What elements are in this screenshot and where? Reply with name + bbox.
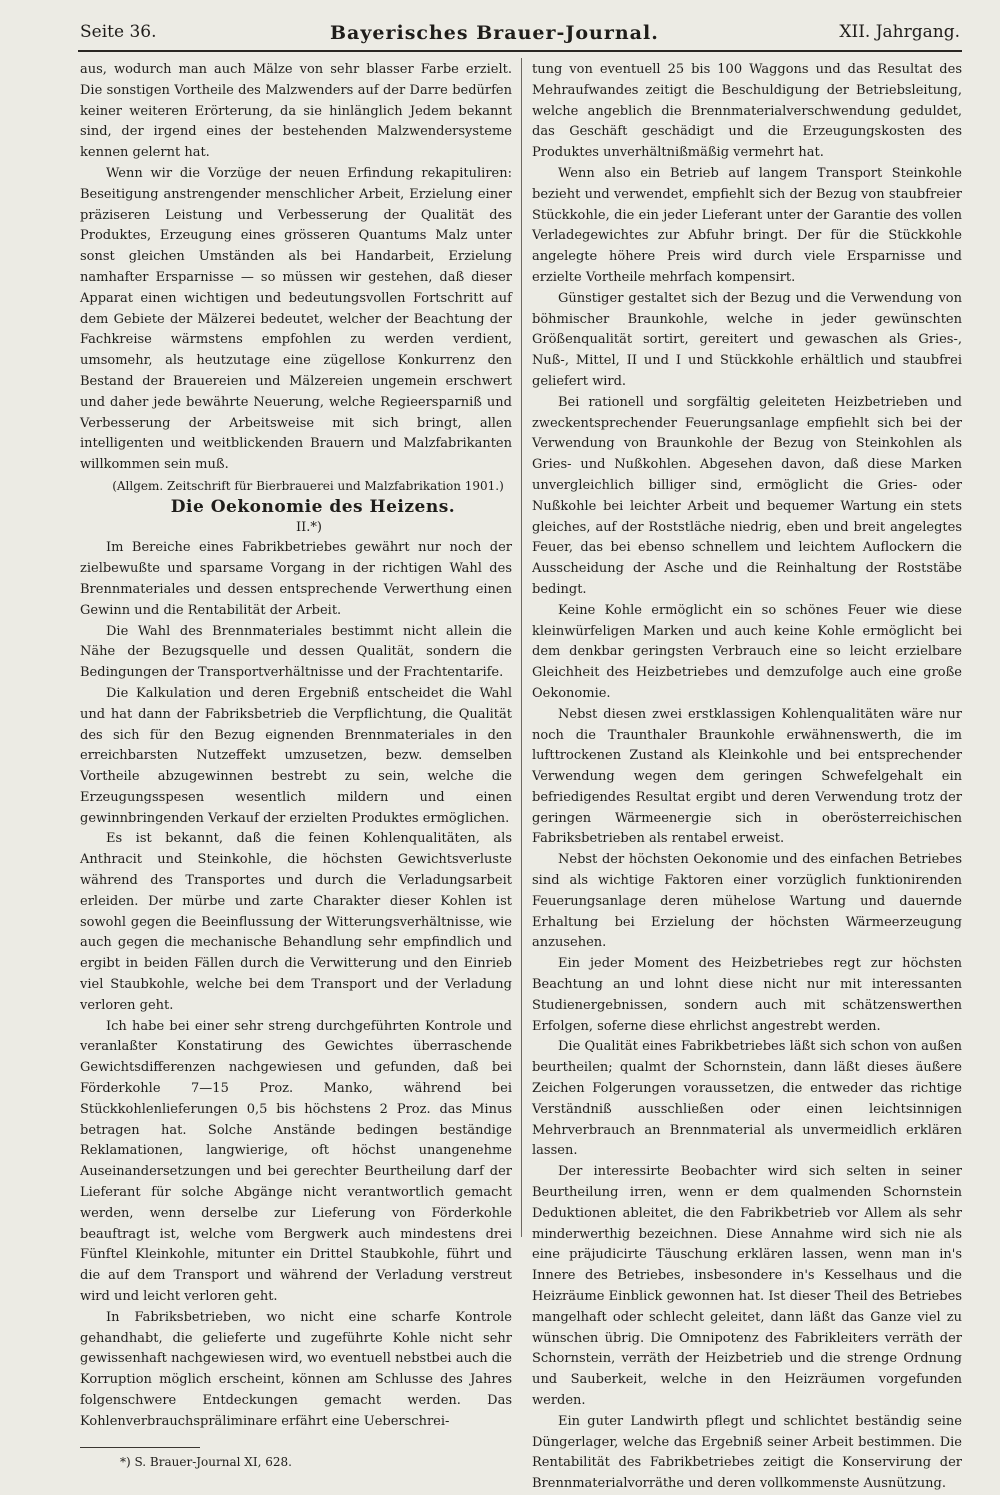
right-column (532, 60, 962, 1495)
paragraph: Im Bereiche eines Fabrikbetriebes gewährt nur noch der zielbewußte und sparsame Vorgang in der richtigen Wahl des Brennmateriales und dessen entsprechende Verwerthung einen Gewinn und die Rentabilität der Arbeit. (80, 540, 512, 618)
journal-title: Bayerisches Brauer-Journal. (330, 22, 659, 44)
article-title: Die Oekonomie des Heizens. (170, 496, 456, 517)
footnote: *) S. Brauer-Journal XI, 628. (120, 1454, 292, 1469)
paragraph: Der interessirte Beobachter wird sich selten in seiner Beurtheilung irren, wenn er dem qualmenden Schornstein Deduktionen ableitet, die den Fabrikbetrieb vor Allem als sehr minderwerthig bezeichnen. Diese Annahme wird sich nie als eine präjudicirte Täuschung erklären lassen, wenn man in's Innere des Betriebes, insbesondere in's Kesselhaus und die Heizräume Einblick gewonnen hat. Ist dieser Theil des Betriebes mangelhaft oder schlecht geleitet, dann läßt das Ganze viel zu wünschen übrig. Die Omnipotenz des Fabrikleiters verräth der Schornstein, verräth der Heizbetrieb und die strenge Ordnung und Sauberkeit, welche in den Heizräumen vorgefunden werden. (532, 1164, 962, 1408)
page-number: Seite 36. (80, 22, 157, 42)
source-citation: (Allgem. Zeitschrift für Bierbrauerei und Malzfabrikation 1901.) (112, 478, 504, 493)
footnote-rule (80, 1447, 200, 1448)
paragraph: aus, wodurch man auch Mälze von sehr blasser Farbe erzielt. Die sonstigen Vortheile des Malzwenders auf der Darre bedürfen keiner weiteren Erörterung, da sie hinlänglich Jedem bekannt sind, der irgend eines der bestehenden Malzwendersysteme kennen gelernt hat. (80, 62, 512, 161)
paragraph: In Fabriksbetrieben, wo nicht eine scharfe Kontrole gehandhabt, die gelieferte und zugeführte Kohle nicht sehr gewissenhaft nachgewiesen wird, wo eventuell nebstbei auch die Korruption möglich erscheint, können am Schlusse des Jahres folgenschwere Entdeckungen gemacht werden. Das Kohlenverbrauchspräliminare erfährt eine Ueberschrei- (80, 1309, 512, 1429)
volume-year: XII. Jahrgang. (839, 22, 960, 42)
article-part: II.*) (296, 519, 322, 535)
column-divider (521, 58, 522, 1237)
paragraph: Die Wahl des Brennmateriales bestimmt nicht allein die Nähe der Bezugsquelle und dessen Qualität, sondern die Bedingungen der Transportverhältnisse und der Frachtentarife. (80, 623, 512, 681)
paragraph: Ein guter Landwirth pflegt und schlichtet beständig seine Düngerlager, welche das Ergebniß seiner Arbeit bestimmen. Die Rentabilität des Fabrikbetriebes zeitigt die Konservirung der Brennmaterialvorräthe und deren vollkommenste Ausnützung. (532, 1413, 962, 1492)
left-column (80, 60, 512, 1472)
paragraph: Ein jeder Moment des Heizbetriebes regt zur höchsten Beachtung an und lohnt diese nicht nur mit interessanten Studienergebnissen, sondern auch mit schätzenswerthen Erfolgen, soferne diese ehrlichst angestrebt werden. (532, 956, 962, 1034)
paragraph: Nebst diesen zwei erstklassigen Kohlenqualitäten wäre nur noch die Traunthaler Braunkohle erwähnenswerth, die im lufttrockenen Zustand als Kleinkohle und bei entsprechender Verwendung wegen dem geringen Schwefelgehalt ein befriedigendes Resultat ergibt und deren Verwendung trotz der geringen Wärmeenergie sich in oberösterreichischen Fabriksbetrieben als rentabel erweist. (532, 706, 962, 847)
paragraph: Ich habe bei einer sehr streng durchgeführten Kontrole und veranlaßter Konstatirung des Gewichtes überraschende Gewichtsdifferenzen nachgewiesen und gefunden, daß bei Förderkohle 7—15 Proz. Manko, während bei Stückkohlenlieferungen 0,5 bis höchstens 2 Proz. das Minus betragen hat. Solche Anstände bedingen beständige Reklamationen, langwierige, oft höchst unangenehme Auseinandersetzungen und bei gerechter Beurtheilung darf der Lieferant für solche Abgänge nicht verantwortlich gemacht werden, wenn derselbe zur Lieferung von Förderkohle beauftragt ist, welche vom Bergwerk auch mindestens drei Fünftel Kleinkohle, mitunter ein Drittel Staubkohle, führt und die auf dem Transport und während der Verladung verstreut wird und leicht verloren geht. (80, 1018, 512, 1305)
page-header (80, 22, 960, 46)
paragraph: Die Kalkulation und deren Ergebniß entscheidet die Wahl und hat dann der Fabriksbetrieb die Verpflichtung, die Qualität des sich für den Bezug eignenden Brennmateriales in den erreichbarsten Nutzeffekt umzusetzen, bezw. demselben Vortheile abzugewinnen bestrebt zu sein, welche die Erzeugungsspesen wesentlich mildern und einen gewinnbringenden Verkauf der erzielten Produktes ermöglichen. (80, 685, 512, 826)
paragraph: Bei rationell und sorgfältig geleiteten Heizbetrieben und zweckentsprechender Feuerungsanlage empfiehlt sich bei der Verwendung von Braunkohle der Bezug von Steinkohlen als Gries- und Nußkohlen. Abgesehen davon, daß diese Marken unvergleichlich billiger sind, ermöglicht die Gries- oder Nußkohle bei leichter Arbeit und bequemer Wartung ein stets gleiches, auf der Roststläche niedrig, eben und breit angelegtes Feuer, das bei ebenso schnellem und leichtem Auflockern die Ausscheidung der Asche und die Reinhaltung der Roststäbe bedingt. (532, 394, 962, 597)
paragraph: Wenn wir die Vorzüge der neuen Erfindung rekapituliren: Beseitigung anstrengender menschlicher Arbeit, Erzielung einer präziseren Leistung und Verbesserung der Qualität des Produktes, Erzeugung eines grösseren Quantums Malz unter sonst gleichen Umständen als bei Handarbeit, Erzielung namhafter Ersparnisse — so müssen wir gestehen, daß dieser Apparat einen wichtigen und bedeutungsvollen Fortschritt auf dem Gebiete der Mälzerei bedeutet, welcher der Beachtung der Fachkreise wärmstens empfohlen zu werden verdient, umsomehr, als heutzutage eine zügellose Konkurrenz den Bestand der Brauereien und Mälzereien ungemein erschwert und daher jede bewährte Neuerung, welche Regieersparniß und Verbesserung der Arbeitsweise mit sich bringt, allen intelligenten und weitblickenden Brauern und Malzfabrikanten willkommen sein muß. (80, 165, 512, 473)
paragraph: Keine Kohle ermöglicht ein so schönes Feuer wie diese kleinwürfeligen Marken und auch keine Kohle ermöglicht bei dem denkbar geringsten Verbrauch eine so leicht erzielbare Gleichheit des Heizbetriebes und demzufolge auch eine große Oekonomie. (532, 602, 962, 701)
header-rule (78, 50, 962, 52)
paragraph: Nebst der höchsten Oekonomie und des einfachen Betriebes sind als wichtige Faktoren einer vorzüglich funktionirenden Feuerungsanlage deren mühelose Wartung und dauernde Erhaltung bei Erzielung der höchsten Wärmeerzeugung anzusehen. (532, 852, 962, 951)
paragraph: Wenn also ein Betrieb auf langem Transport Steinkohle bezieht und verwendet, empfiehlt sich der Bezug von staubfreier Stückkohle, die ein jeder Lieferant unter der Garantie des vollen Verladegewichtes zur Abfuhr bringt. Der für die Stückkohle angelegte höhere Preis wird durch viele Ersparnisse und erzielte Vortheile mehrfach kompensirt. (532, 165, 962, 285)
paragraph: tung von eventuell 25 bis 100 Waggons und das Resultat des Mehraufwandes zeitigt die Beschuldigung der Betriebsleitung, welche angeblich die Brennmaterialverschwendung geduldet, das Geschäft geschädigt und die Erzeugungskosten des Produktes unverhältnißmäßig vermehrt hat. (532, 62, 962, 161)
paragraph: Die Qualität eines Fabrikbetriebes läßt sich schon von außen beurtheilen; qualmt der Schornstein, dann läßt dieses äußere Zeichen Folgerungen voraussetzen, die entweder das richtige Verständniß ausschließen oder einen leichtsinnigen Mehrverbrauch an Brennmaterial als unvermeidlich erklären lassen. (532, 1039, 962, 1159)
paragraph: Günstiger gestaltet sich der Bezug und die Verwendung von böhmischer Braunkohle, welche in jeder gewünschten Größenqualität sortirt, gereitert und gewaschen als Gries-, Nuß-, Mittel, II und I und Stückkohle erhältlich und staubfrei geliefert wird. (532, 290, 962, 389)
paragraph: Es ist bekannt, daß die feinen Kohlenqualitäten, als Anthracit und Steinkohle, die höchsten Gewichtsverluste während des Transportes und durch die Verladungsarbeit erleiden. Der mürbe und zarte Charakter dieser Kohlen ist sowohl gegen die Beeinflussung der Witterungsverhältnisse, wie auch gegen die mechanische Behandlung sehr empfindlich und ergibt in beiden Fällen durch die Verwitterung und den Einrieb viel Staubkohle, welche bei dem Transport und der Verladung verloren geht. (80, 831, 512, 1013)
